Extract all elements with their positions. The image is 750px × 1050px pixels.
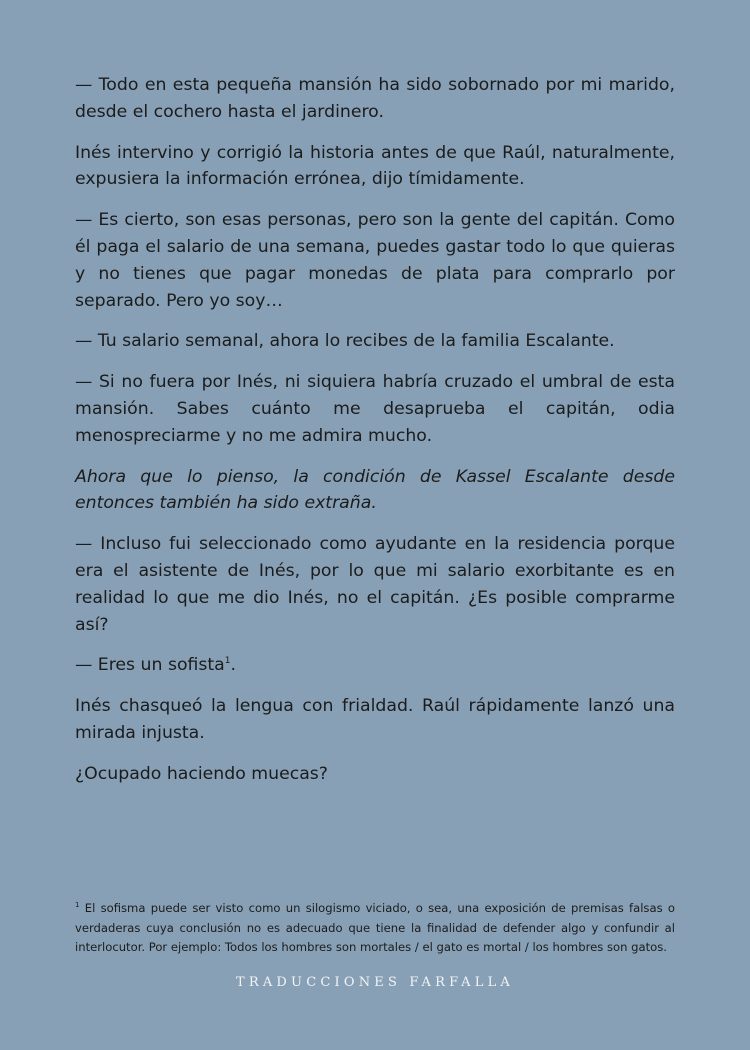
footnote-text: El sofisma puede ser visto como un silogismo viciado, o sea, una exposición de premisas falsas o verdaderas cuya conclusión no es adecuado que tiene la finalidad de defender algo y confundir al interlocutor. Por ejemplo: Todos los hombres son mortales / el gato es mortal / los hombres son gatos.: [75, 901, 675, 954]
footnote: [75, 899, 675, 958]
italic-thought-paragraph: Ahora que lo pienso, la condición de Kassel Escalante desde entonces también ha sido extraña.: [75, 466, 675, 514]
document-body: [75, 72, 675, 802]
paragraph-8-suffix: .: [230, 655, 237, 676]
paragraph-9: Inés chasqueó la lengua con frialdad. Raúl rápidamente lanzó una mirada injusta.: [75, 696, 675, 743]
paragraph-3: — Es cierto, son esas personas, pero son la gente del capitán. Como él paga el salario de una semana, puedes gastar todo lo que quieras y no tienes que pagar monedas de plata para comprarlo por separado. Pero yo soy…: [75, 210, 675, 311]
footnote-reference: 1: [224, 656, 231, 667]
paragraph-5: — Si no fuera por Inés, ni siquiera habría cruzado el umbral de esta mansión. Sabes cuánto me desaprueba el capitán, odia menospreciarme y no me admira mucho.: [75, 372, 675, 446]
paragraph-4: — Tu salario semanal, ahora lo recibes de la familia Escalante.: [75, 331, 615, 352]
paragraph-7: — Incluso fui seleccionado como ayudante en la residencia porque era el asistente de Inés, por lo que mi salario exorbitante es en realidad lo que me dio Inés, no el capitán. ¿Es posible comprarme así?: [75, 534, 675, 635]
paragraph-10: ¿Ocupado haciendo muecas?: [75, 763, 328, 784]
paragraph-1: — Todo en esta pequeña mansión ha sido sobornado por mi marido, desde el cochero hasta el jardinero.: [75, 75, 675, 122]
paragraph-8-text: — Eres un sofista: [75, 655, 225, 676]
footnote-marker: 1: [75, 901, 80, 910]
paragraph-8: [75, 652, 675, 679]
footer-credit: TRADUCCIONES FARFALLA: [235, 975, 514, 990]
paragraph-2: Inés intervino y corrigió la historia antes de que Raúl, naturalmente, expusiera la información errónea, dijo tímidamente.: [75, 142, 675, 190]
